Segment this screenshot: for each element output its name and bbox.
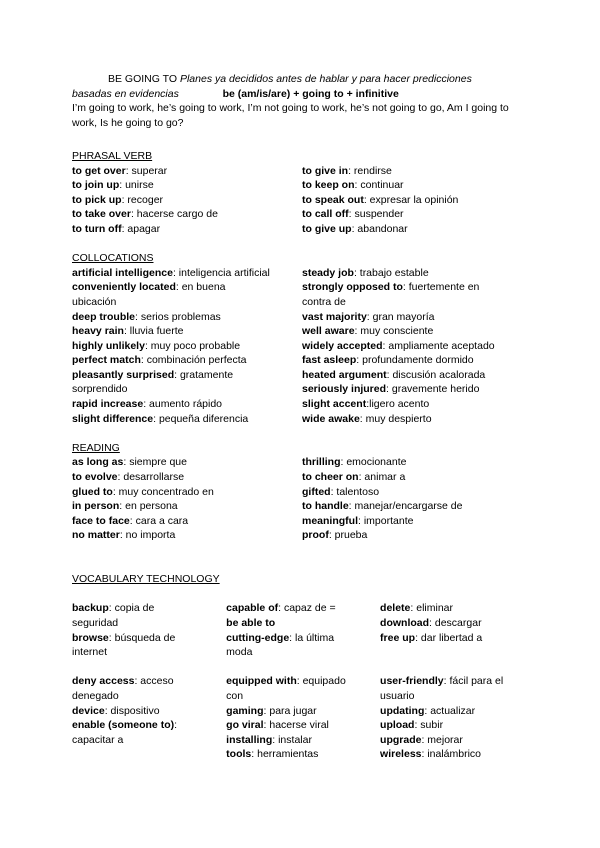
list-item: wireless: inalámbrico [380,748,482,761]
technology-group-2 [72,674,532,762]
list-item: heavy rain: lluvia fuerte [72,325,184,338]
list-item: free up: dar libertad a [380,631,483,644]
collocations-section [72,251,532,426]
phrasal-title: PHRASAL VERB [72,149,153,162]
list-item: device: dispositivo [72,704,160,717]
intro-heading-italic-2: basadas en evidencias [72,87,179,100]
technology-section [72,572,532,762]
list-item: to pick up: recoger [72,193,164,206]
list-item: to give up: abandonar [302,222,408,235]
list-item: go viral: hacerse viral [226,719,329,732]
phrasal-left-column [72,164,302,237]
list-item: to evolve: desarrollarse [72,471,185,484]
list-item: slight accent:ligero acento [302,398,430,411]
list-item: upgrade: mejorar [380,733,463,746]
list-item: steady job: trabajo estable [302,266,429,279]
list-item: fast asleep: profundamente dormido [302,354,474,367]
list-item: to handle: manejar/encargarse de [302,500,463,513]
list-item: perfect match: combinación perfecta [72,354,247,367]
list-item: browse: búsqueda de internet [72,631,176,659]
list-item: well aware: muy consciente [302,325,434,338]
reading-left-column [72,455,302,543]
list-item: equipped with: equipado con [226,675,346,702]
list-item: to take over: hacerse cargo de [72,208,218,221]
list-item: deny access: acceso denegado [72,675,174,702]
list-item: artificial intelligence: inteligencia artificial [72,266,270,279]
list-item: updating: actualizar [380,704,476,717]
list-item: upload: subir [380,719,444,732]
reading-section [72,441,532,543]
technology-group-2-col-1 [72,674,226,762]
list-item: meaningful: importante [302,514,414,527]
list-item: to join up: unirse [72,179,154,192]
list-item: as long as: siempre que [72,456,187,469]
reading-right-column [302,455,532,543]
list-item: strongly opposed to: fuertemente en contra de [302,281,480,308]
intro-examples: I’m going to work, he’s going to work, I’m not going to work, he’s not going to go, Am I going to work, Is he going to go? [72,102,509,129]
list-item: thrilling: emocionante [302,456,407,469]
collocations-left-column [72,266,302,427]
intro-formula: be (am/is/are) + going to + infinitive [222,87,399,100]
list-item: cutting-edge: la última moda [226,631,335,659]
list-item: tools: herramientas [226,748,319,761]
list-item: to cheer on: animar a [302,471,406,484]
list-item: to speak out: expresar la opinión [302,193,459,206]
list-item: gaming: para jugar [226,704,317,717]
list-item: to keep on: continuar [302,179,404,192]
list-item: backup: copia de seguridad [72,602,155,629]
list-item: to call off: suspender [302,208,404,221]
list-item: capable of: capaz de = [226,602,336,615]
technology-title: VOCABULARY TECHNOLOGY [72,573,220,586]
list-item: no matter: no importa [72,529,176,542]
list-item: widely accepted: ampliamente aceptado [302,339,495,352]
technology-group-1-col-2 [226,601,380,659]
document-page [72,72,532,762]
list-item: highly unlikely: muy poco probable [72,339,241,352]
list-item: be able to [226,616,276,629]
list-item: in person: en persona [72,500,178,513]
list-item: download: descargar [380,616,482,629]
list-item: slight difference: pequeña diferencia [72,412,249,425]
intro-heading-italic-1: Planes ya decididos antes de hablar y para hacer predicciones [179,73,472,85]
technology-group-1 [72,601,532,659]
list-item: conveniently located: en buena ubicación [72,281,226,308]
list-item: pleasantly surprised: gratamente sorprendido [72,368,234,396]
list-item: to give in: rendirse [302,164,392,177]
list-item: vast majority: gran mayoría [302,310,435,323]
list-item: enable (someone to): capacitar a [72,719,178,746]
intro-heading: BE GOING TO [108,73,178,85]
list-item: face to face: cara a cara [72,514,189,527]
collocations-right-column [302,266,532,427]
list-item: rapid increase: aumento rápido [72,398,223,411]
phrasal-section [72,149,532,237]
technology-group-2-col-3 [380,674,532,762]
list-item: to get over: superar [72,164,168,177]
reading-title: READING [72,441,120,454]
list-item: glued to: muy concentrado en [72,485,214,498]
intro-heading-line-2 [72,87,532,102]
list-item: wide awake: muy despierto [302,412,432,425]
list-item: gifted: talentoso [302,485,380,498]
technology-group-2-col-2 [226,674,380,762]
list-item: proof: prueba [302,529,368,542]
phrasal-right-column [302,164,532,237]
list-item: heated argument: discusión acalorada [302,368,486,381]
list-item: user-friendly: fácil para el usuario [380,675,504,702]
list-item: seriously injured: gravemente herido [302,383,480,396]
collocations-title: COLLOCATIONS [72,252,154,265]
list-item: delete: eliminar [380,602,454,615]
list-item: deep trouble: serios problemas [72,310,221,323]
list-item: installing: instalar [226,733,312,746]
technology-group-1-col-3 [380,601,532,659]
intro-heading-line [72,72,532,87]
list-item: to turn off: apagar [72,222,161,235]
technology-group-1-col-1 [72,601,226,659]
intro-block [72,72,532,130]
